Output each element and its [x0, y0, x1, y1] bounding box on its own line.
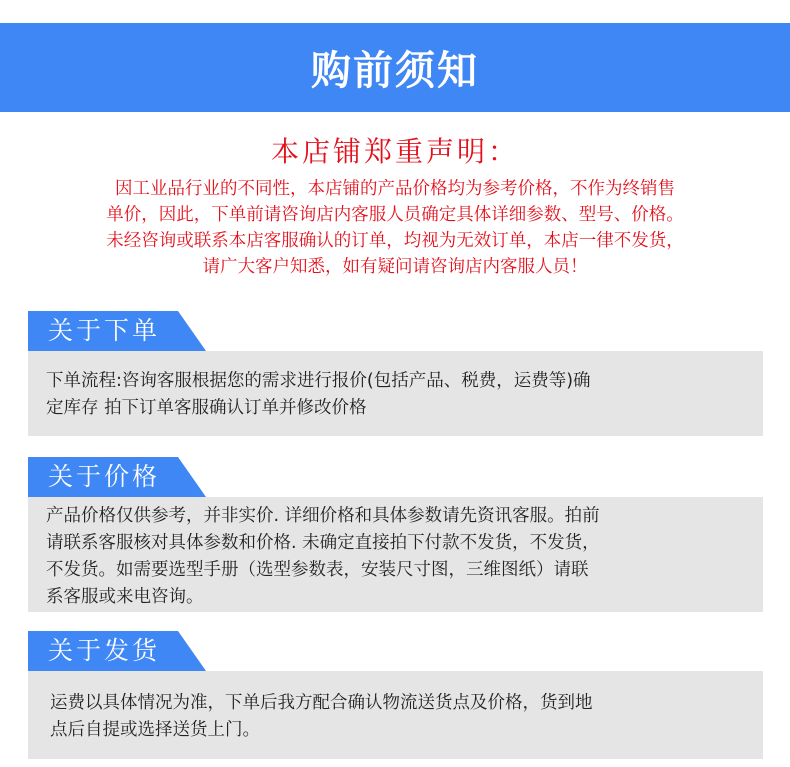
store-notice	[0, 132, 790, 280]
notice-line: 因工业品行业的不同性，本店铺的产品价格均为参考价格，不作为终销售	[115, 179, 675, 199]
notice-title: 本店铺郑重声明：	[270, 135, 519, 168]
section-label: 关于下单	[48, 316, 161, 345]
section-line: 不发货。如需要选型手册（选型参数表，安装尺寸图，三维图纸）请联	[46, 560, 589, 580]
notice-line: 单价，因此，下单前请咨询店内客服人员确定具体详细参数、型号、价格。	[106, 205, 684, 225]
section-line: 运费以具体情况为准，下单后我方配合确认物流送货点及价格，货到地	[50, 693, 593, 713]
header-banner	[0, 23, 790, 112]
section-tag-shipping	[28, 631, 206, 671]
section-line: 请联系客服核对具体参数和价格. 未确定直接拍下付款不发货，不发货，	[46, 533, 600, 553]
section-label: 关于价格	[48, 462, 161, 491]
notice-line: 请广大客户知悉，如有疑问请咨询店内客服人员！	[202, 257, 588, 277]
section-label: 关于发货	[48, 636, 161, 665]
section-line: 下单流程:咨询客服根据您的需求进行报价(包括产品、税费，运费等)确	[46, 371, 591, 391]
section-tag-pricing	[28, 457, 206, 497]
section-line: 点后自提或选择送货上门。	[50, 720, 260, 740]
section-body-ordering	[28, 351, 763, 436]
section-line: 系客服或来电咨询。	[46, 587, 204, 607]
section-body-shipping	[28, 671, 763, 759]
section-body-pricing	[28, 497, 763, 612]
notice-body	[0, 176, 790, 280]
section-tag-ordering	[28, 311, 206, 351]
page-title: 购前须知	[311, 48, 479, 94]
section-line: 定库存 拍下订单客服确认订单并修改价格	[46, 398, 367, 418]
notice-line: 未经咨询或联系本店客服确认的订单，均视为无效订单，本店一律不发货，	[106, 231, 684, 251]
section-line: 产品价格仅供参考，并非实价. 详细价格和具体参数请先资讯客服。拍前	[46, 506, 600, 526]
